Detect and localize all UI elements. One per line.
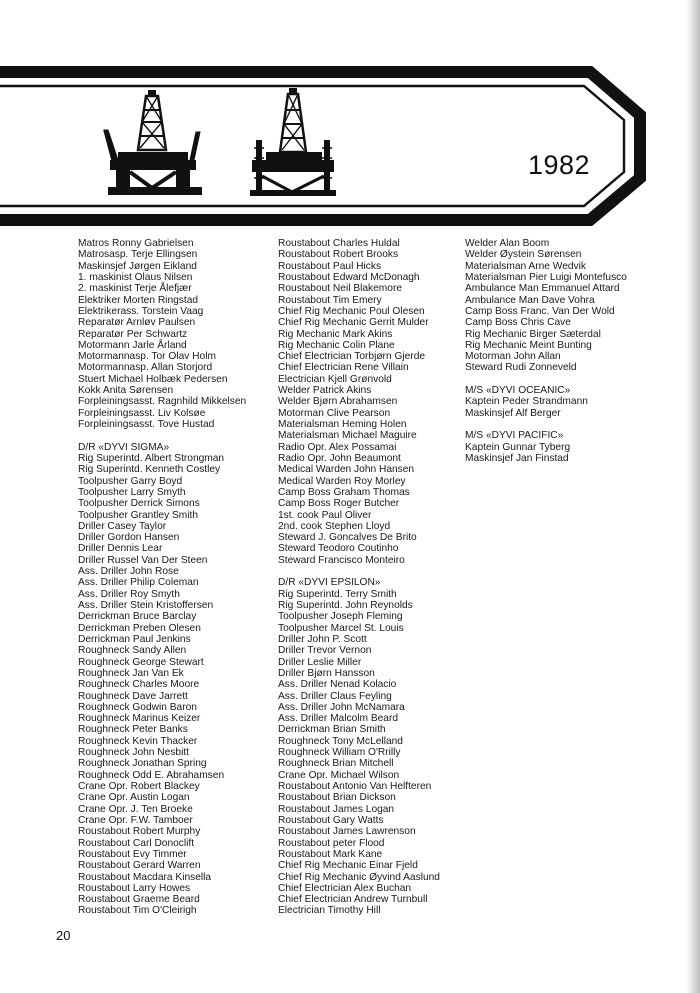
crew-entry: Stuert Michael Holbæk Pedersen	[78, 373, 228, 385]
crew-entry: Welder Alan Boom	[465, 238, 550, 249]
crew-entry: Roustabout James Logan	[278, 803, 395, 815]
crew-entry: Toolpusher Garry Boyd	[78, 475, 183, 487]
crew-entry: Kaptein Peder Strandmann	[465, 396, 588, 408]
crew-entry: Chief Electrician Rene Villain	[278, 362, 409, 374]
crew-entry: Derrickman Preben Olesen	[78, 622, 201, 634]
semi-submersible-rig-icon	[104, 90, 202, 195]
crew-entry: Ass. Driller Philip Coleman	[78, 577, 199, 589]
crew-entry: Rig Mechanic Colin Plane	[278, 339, 395, 351]
crew-entry: Roughneck Godwin Baron	[78, 701, 197, 713]
crew-entry: Roustabout Tim O'Cleirigh	[78, 905, 197, 917]
crew-entry: Roughneck John Nesbitt	[78, 747, 189, 759]
crew-entry: Roughneck Charles Moore	[78, 679, 200, 691]
crew-entry: Roustabout Evy Timmer	[78, 848, 187, 860]
crew-entry: Roughneck Dave Jarrett	[78, 690, 188, 702]
crew-entry: 1st. cook Paul Oliver	[278, 509, 372, 521]
crew-entry: Roustabout James Lawrenson	[278, 826, 416, 838]
crew-entry: Toolpusher Joseph Fleming	[278, 611, 403, 623]
crew-entry: Chief Rig Mechanic Poul Olesen	[278, 305, 425, 317]
crew-entry: 1. maskinist Olaus Nilsen	[78, 271, 193, 283]
crew-entry: Reparatør Arnløv Paulsen	[78, 317, 196, 329]
crew-entry: Steward Teodoro Coutinho	[278, 543, 399, 555]
crew-entry: Roughneck Tony McLelland	[278, 735, 403, 747]
crew-entry: Roustabout Graeme Beard	[78, 894, 200, 906]
crew-entry: Driller Trevor Vernon	[278, 645, 372, 657]
crew-entry: Materialsman Heming Holen	[278, 419, 407, 430]
crew-entry: Motormann Jarle Årland	[78, 339, 187, 351]
crew-entry: Ass. Driller John McNamara	[278, 701, 405, 713]
crew-entry: Electrician Kjell Grønvold	[278, 373, 392, 385]
crew-entry: Motormannasp. Tor Olav Holm	[78, 351, 216, 363]
crew-entry: Chief Rig Mechanic Øyvind Aaslund	[278, 871, 440, 883]
crew-entry: Matros Ronny Gabrielsen	[78, 238, 194, 249]
crew-entry: Steward Francisco Monteiro	[278, 554, 405, 566]
crew-entry: Driller Gordon Hansen	[78, 532, 180, 544]
crew-entry: Roustabout Antonio Van Helfteren	[278, 781, 432, 792]
crew-entry: Maskinsjef Alf Berger	[465, 407, 561, 419]
crew-entry: Roustabout Tim Emery	[278, 294, 382, 306]
crew-entry: Elektrikerass. Torstein Vaag	[78, 305, 204, 317]
crew-entry: Roustabout Charles Huldal	[278, 238, 400, 249]
crew-entry: Chief Electrician Andrew Turnbull	[278, 894, 428, 906]
crew-entry: Matrosasp. Terje Ellingsen	[78, 249, 198, 261]
crew-entry: Rig Mechanic Mark Akins	[278, 328, 393, 340]
crew-entry: Ambulance Man Emmanuel Attard	[465, 283, 620, 295]
crew-entry: Forpleiningsasst. Liv Kolsøe	[78, 407, 206, 419]
year-heading: 1982	[528, 150, 591, 180]
crew-entry: Welder Bjørn Abrahamsen	[278, 396, 398, 408]
crew-entry: Roughneck Kevin Thacker	[78, 735, 198, 747]
crew-entry: Forpleiningsasst. Ragnhild Mikkelsen	[78, 396, 247, 408]
section-spacer	[278, 566, 440, 577]
crew-entry: Maskinsjef Jan Finstad	[465, 452, 569, 464]
crew-entry: Crane Opr. F.W. Tamboer	[78, 814, 193, 826]
crew-entry: Roustabout Robert Brooks	[278, 249, 399, 261]
page-edge-shadow	[686, 0, 700, 993]
crew-entry: Roustabout Macdara Kinsella	[78, 871, 212, 883]
crew-entry: Ass. Driller Nenad Kolacio	[278, 679, 397, 691]
crew-entry: Roustabout Neil Blakemore	[278, 283, 403, 295]
crew-entry: Medical Warden John Hansen	[278, 464, 415, 476]
crew-entry: Camp Boss Franc. Van Der Wold	[465, 305, 615, 317]
crew-entry: Ass. Driller Claus Feyling	[278, 690, 392, 702]
crew-entry: Materialsman Arne Wedvik	[465, 260, 586, 272]
crew-entry: Toolpusher Grantley Smith	[78, 509, 199, 521]
crew-entry: Rig Superintd. John Reynolds	[278, 600, 413, 611]
crew-entry: Roughneck William O'Rrilly	[278, 747, 401, 759]
crew-entry: Elektriker Morten Ringstad	[78, 294, 199, 306]
crew-entry: Chief Electrician Alex Buchan	[278, 882, 412, 894]
crew-entry: Roustabout Brian Dickson	[278, 792, 396, 804]
crew-entry: Roustabout Mark Kane	[278, 848, 383, 860]
crew-entry: Driller Russel Van Der Steen	[78, 554, 208, 566]
crew-entry: Roustabout Gerard Warren	[78, 860, 201, 872]
crew-entry: Roughneck Marinus Keizer	[78, 713, 201, 725]
crew-entry: Derrickman Bruce Barclay	[78, 611, 197, 623]
crew-entry: Chief Rig Mechanic Gerrit Mulder	[278, 317, 429, 329]
crew-entry: Roughneck Peter Banks	[78, 724, 188, 736]
crew-entry: Driller John P. Scott	[278, 633, 367, 645]
crew-entry: 2nd. cook Stephen Lloyd	[278, 520, 391, 532]
crew-entry: Roustabout Gary Watts	[278, 814, 384, 826]
crew-entry: Maskinsjef Jørgen Eikland	[78, 260, 197, 272]
crew-entry: Kaptein Gunnar Tyberg	[465, 441, 571, 453]
crew-entry: Forpleiningsasst. Tove Hustad	[78, 419, 215, 430]
header-banner	[0, 60, 650, 230]
crew-entry: Roughneck Odd E. Abrahamsen	[78, 769, 225, 781]
crew-entry: Crane Opr. Austin Logan	[78, 792, 190, 804]
crew-entry: Camp Boss Graham Thomas	[278, 486, 410, 498]
crew-entry: Rig Superintd. Terry Smith	[278, 588, 397, 600]
crew-entry: Crane Opr. Robert Blackey	[78, 781, 200, 792]
crew-entry: Ass. Driller John Rose	[78, 566, 179, 578]
crew-entry: Crane Opr. Michael Wilson	[278, 769, 400, 781]
crew-entry: Toolpusher Larry Smyth	[78, 486, 186, 498]
crew-entry: Roustabout Edward McDonagh	[278, 271, 420, 283]
crew-entry: Motorman Clive Pearson	[278, 407, 391, 419]
crew-entry: Camp Boss Roger Butcher	[278, 498, 400, 510]
vessel-heading: D/R «DYVI SIGMA»	[78, 441, 170, 453]
crew-entry: Welder Patrick Akins	[278, 385, 372, 397]
crew-entry: Ass. Driller Stein Kristoffersen	[78, 600, 214, 611]
crew-entry: Radio Opr. Alex Possamai	[278, 441, 397, 453]
crew-entry: Chief Rig Mechanic Einar Fjeld	[278, 860, 418, 872]
crew-entry: Roughneck Jonathan Spring	[78, 758, 207, 770]
crew-entry: Chief Electrician Torbjørn Gjerde	[278, 351, 426, 363]
crew-entry: Ass. Driller Roy Smyth	[78, 588, 180, 600]
crew-entry: Kokk Anita Sørensen	[78, 385, 174, 397]
crew-entry: Driller Leslie Miller	[278, 656, 362, 668]
crew-entry: 2. maskinist Terje Ålefjær	[78, 283, 192, 295]
crew-entry: Derrickman Paul Jenkins	[78, 633, 191, 645]
crew-entry: Ass. Driller Malcolm Beard	[278, 713, 399, 725]
crew-entry: Rig Mechanic Meint Bunting	[465, 339, 592, 351]
crew-entry: Materialsman Michael Maguire	[278, 430, 417, 442]
crew-entry: Electrician Timothy Hill	[278, 905, 381, 917]
section-spacer	[465, 374, 627, 385]
crew-entry: Radio Opr. John Beaumont	[278, 452, 401, 464]
crew-column-3	[465, 238, 627, 464]
vessel-heading: M/S «DYVI OCEANIC»	[465, 385, 571, 397]
crew-entry: Toolpusher Derrick Simons	[78, 498, 200, 510]
vessel-heading: M/S «DYVI PACIFIC»	[465, 430, 564, 442]
crew-entry: Welder Øystein Sørensen	[465, 249, 582, 261]
crew-entry: Motormannasp. Allan Storjord	[78, 362, 213, 374]
crew-entry: Roughneck Jan Van Ek	[78, 667, 184, 679]
crew-entry: Roustabout peter Flood	[278, 837, 385, 849]
crew-entry: Roughneck Sandy Allen	[78, 645, 187, 657]
crew-entry: Roughneck George Stewart	[78, 656, 204, 668]
crew-entry: Steward J. Goncalves De Brito	[278, 532, 417, 544]
page-number: 20	[56, 928, 71, 943]
crew-column-2	[278, 238, 440, 917]
crew-column-1	[78, 238, 246, 917]
crew-entry: Derrickman Brian Smith	[278, 724, 386, 736]
crew-entry: Driller Casey Taylor	[78, 520, 167, 532]
crew-entry: Ambulance Man Dave Vohra	[465, 294, 595, 306]
crew-entry: Rig Superintd. Kenneth Costley	[78, 464, 221, 476]
crew-entry: Materialsman Pier Luigi Montefusco	[465, 271, 627, 283]
crew-entry: Roustabout Robert Murphy	[78, 826, 201, 838]
crew-entry: Rig Superintd. Albert Strongman	[78, 452, 225, 464]
crew-entry: Toolpusher Marcel St. Louis	[278, 622, 404, 634]
crew-entry: Roustabout Carl Donoclift	[78, 837, 195, 849]
crew-entry: Roustabout Larry Howes	[78, 882, 191, 894]
crew-entry: Camp Boss Chris Cave	[465, 317, 571, 329]
crew-entry: Rig Mechanic Birger Sæterdal	[465, 328, 601, 340]
crew-entry: Motorman John Allan	[465, 351, 561, 363]
crew-entry: Crane Opr. J. Ten Broeke	[78, 803, 193, 815]
crew-entry: Driller Bjørn Hansson	[278, 667, 375, 679]
crew-entry: Reparatør Per Schwartz	[78, 328, 188, 340]
vessel-heading: D/R «DYVI EPSILON»	[278, 577, 381, 589]
crew-entry: Roustabout Paul Hicks	[278, 260, 382, 272]
crew-entry: Steward Rudi Zonneveld	[465, 362, 577, 374]
crew-entry: Driller Dennis Lear	[78, 543, 163, 555]
section-spacer	[78, 430, 246, 441]
crew-entry: Roughneck Brian Mitchell	[278, 758, 394, 770]
section-spacer	[465, 419, 627, 430]
semi-submersible-rig-icon	[250, 88, 336, 196]
crew-entry: Medical Warden Roy Morley	[278, 475, 406, 487]
